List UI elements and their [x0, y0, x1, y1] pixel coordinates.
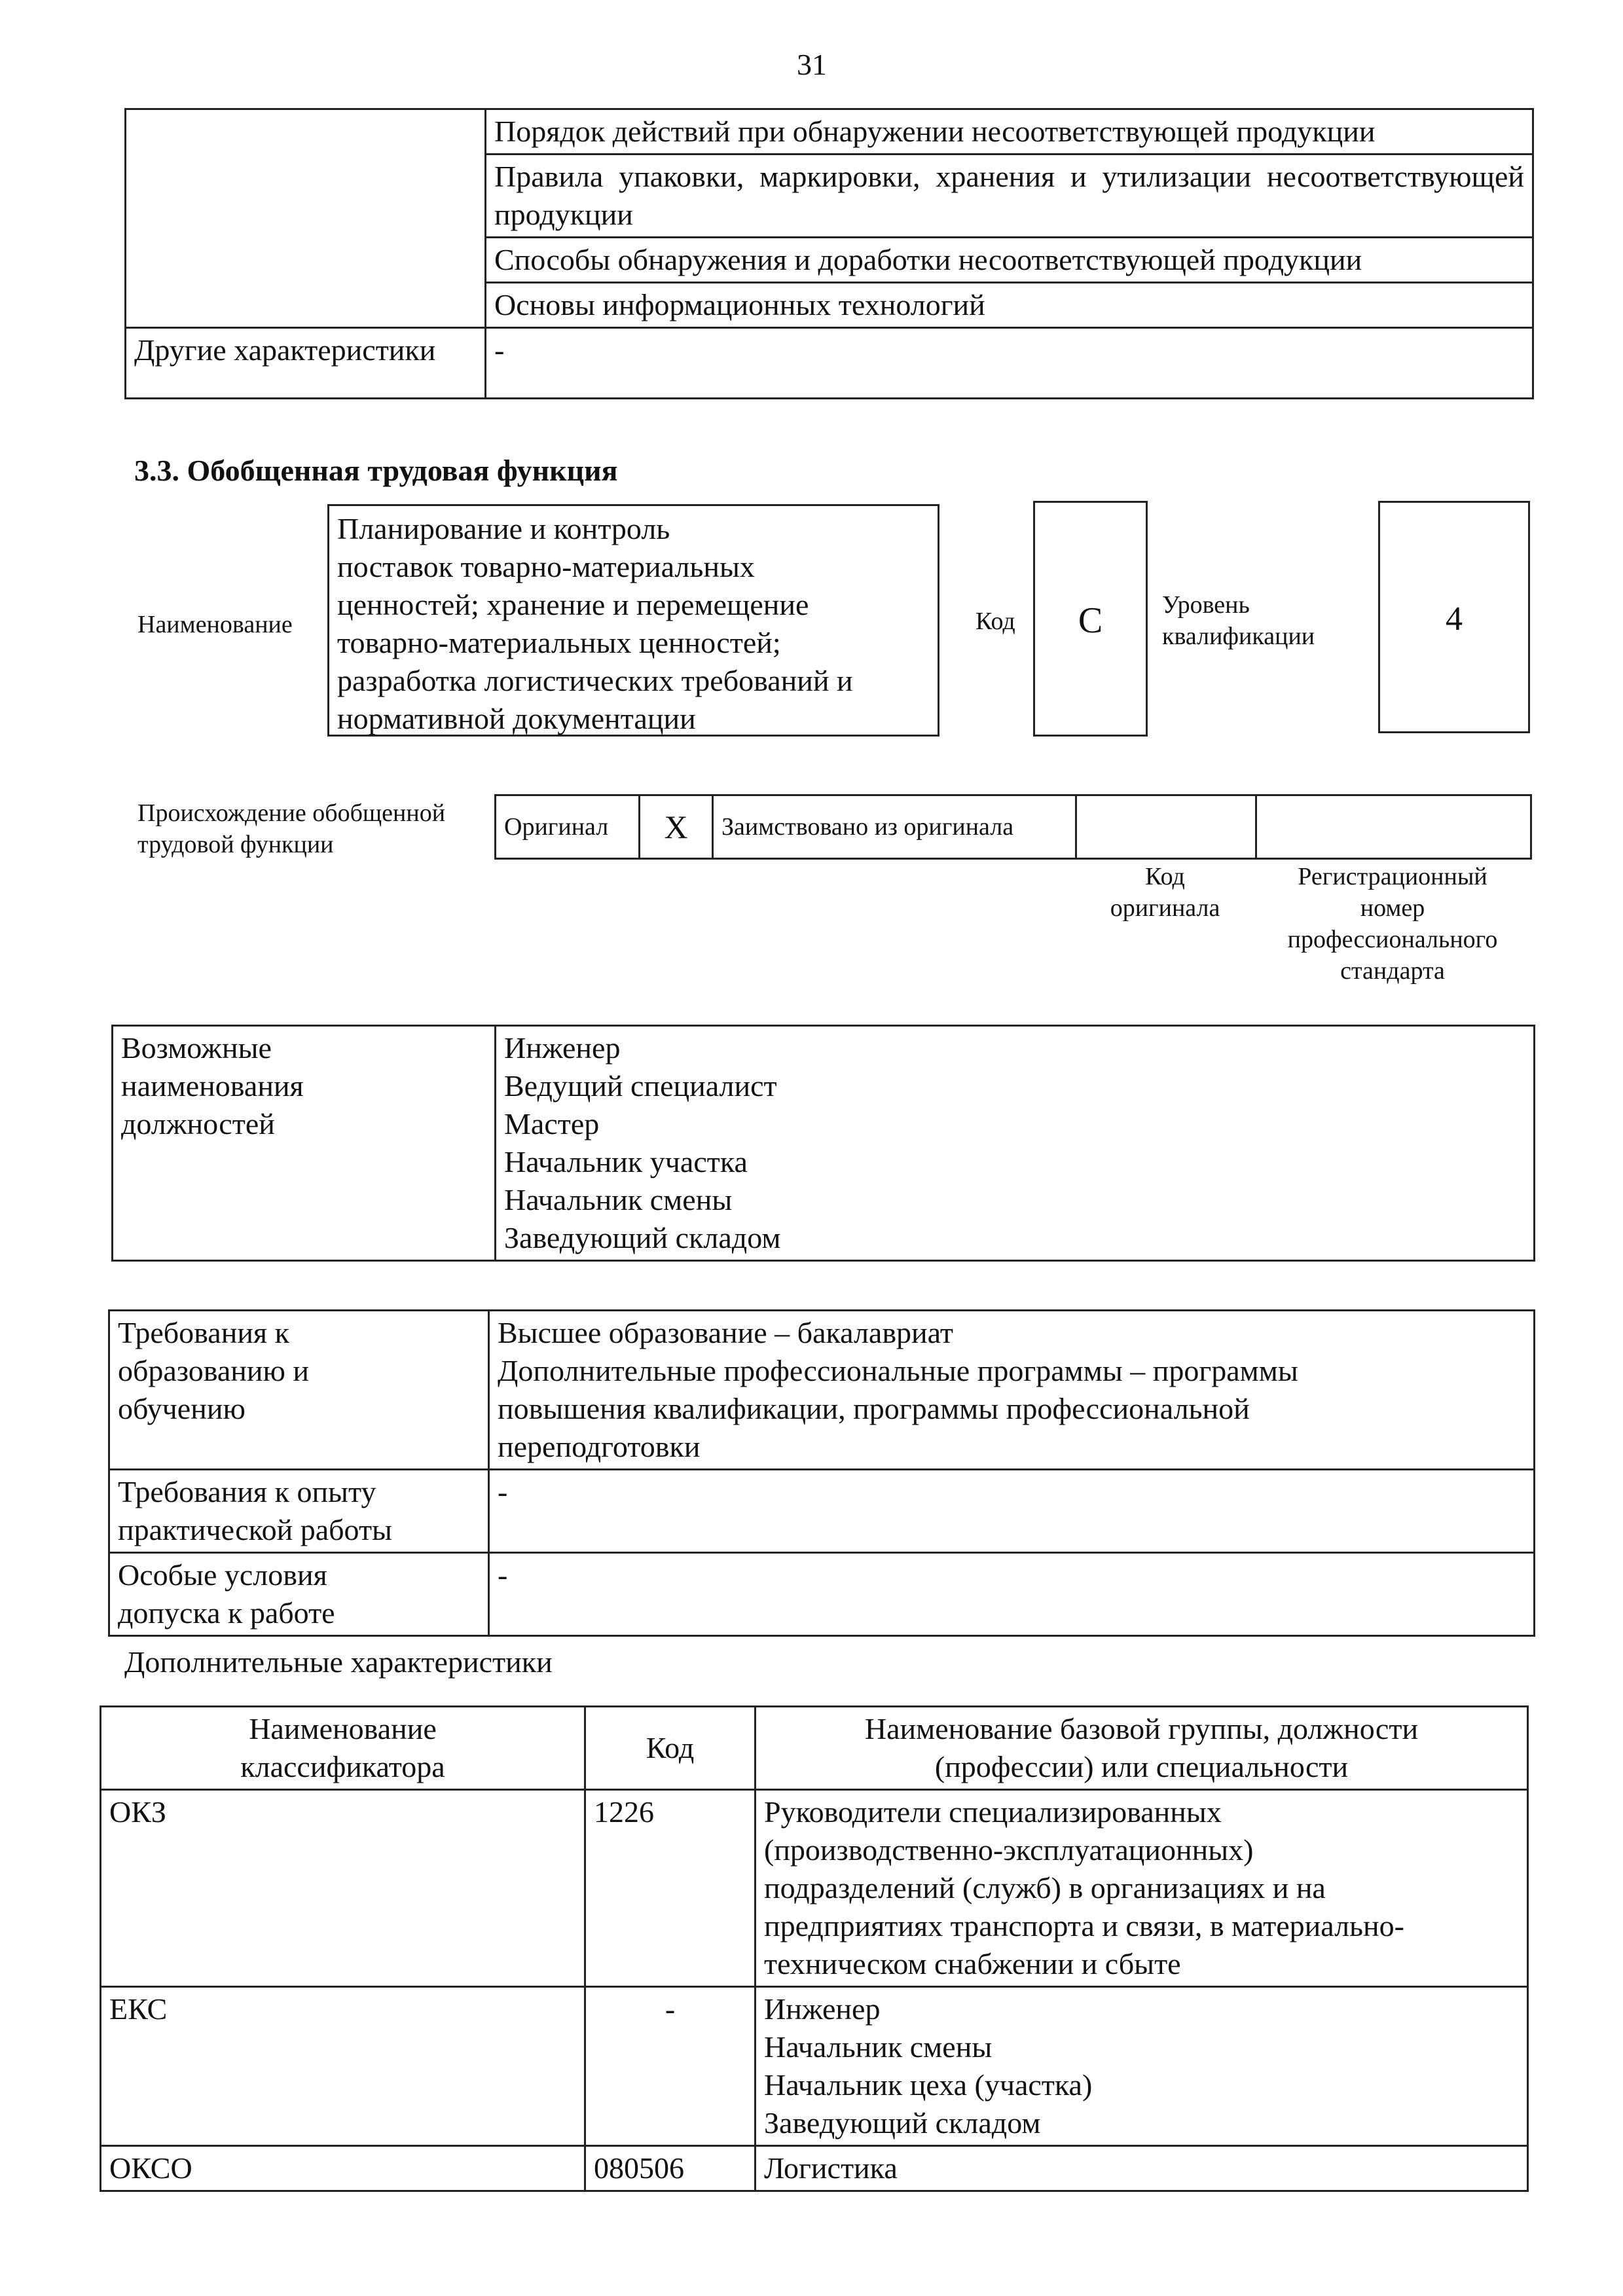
positions-label-line: наименования [121, 1069, 304, 1102]
description-line: предприятиях транспорта и связи, в материально- [764, 1909, 1404, 1942]
function-name-line: разработка логистических требований и [337, 664, 853, 697]
table-row [101, 2146, 1528, 2191]
origin-reg-caption [1255, 861, 1530, 987]
code-cell: 080506 [585, 2146, 756, 2191]
classifier-cell: ОКСО [101, 2146, 585, 2191]
caption-line: Код [1145, 863, 1185, 890]
description-line: Начальник смены [764, 2030, 993, 2064]
education-label [109, 1311, 489, 1470]
level-label [1162, 589, 1315, 652]
education-line: повышения квалификации, программы профессиональной [498, 1392, 1250, 1425]
experience-label [109, 1470, 489, 1553]
education-label-line: Требования к [118, 1316, 289, 1349]
positions-label-line: должностей [121, 1107, 275, 1140]
description-line: Логистика [764, 2151, 898, 2185]
description-cell [756, 1987, 1528, 2146]
experience-label-line: практической работы [118, 1513, 392, 1546]
positions-list [496, 1026, 1535, 1261]
origin-label-line: Происхождение обобщенной [137, 799, 446, 827]
description-line: Инженер [764, 1992, 881, 2026]
description-line: техническом снабжении и сбыте [764, 1947, 1181, 1980]
function-name-line: товарно-материальных ценностей; [337, 626, 781, 659]
education-line: переподготовки [498, 1430, 701, 1463]
section-title: 3.3. Обобщенная трудовая функция [134, 454, 618, 487]
knowledge-item: Основы информационных технологий [486, 283, 1533, 328]
knowledge-item: Порядок действий при обнаружении несоответствующей продукции [486, 109, 1533, 155]
other-characteristics-value: - [486, 328, 1533, 399]
description-line: подразделений (служб) в организациях и на [764, 1871, 1326, 1904]
knowledge-table [124, 108, 1534, 399]
additional-title: Дополнительные характеристики [124, 1645, 553, 1679]
education-label-line: образованию и [118, 1354, 309, 1387]
position-item: Начальник смены [504, 1183, 733, 1216]
origin-original-mark: X [640, 795, 713, 859]
header-code: Код [585, 1707, 756, 1790]
caption-line: профессионального [1287, 926, 1498, 953]
knowledge-item: Способы обнаружения и доработки несоответствующей продукции [486, 238, 1533, 283]
code-cell: 1226 [585, 1790, 756, 1987]
level-value-box: 4 [1378, 501, 1530, 733]
page-number: 31 [797, 48, 827, 81]
position-item: Заведующий складом [504, 1221, 781, 1254]
header-classifier [101, 1707, 585, 1790]
header-line: (профессии) или специальности [934, 1750, 1349, 1783]
origin-borrowed-label: Заимствовано из оригинала [713, 795, 1076, 859]
classifier-cell: ОКЗ [101, 1790, 585, 1987]
function-name-line: Планирование и контроль [337, 512, 670, 545]
caption-line: номер [1360, 894, 1425, 922]
education-value [489, 1311, 1535, 1470]
description-cell [756, 2146, 1528, 2191]
description-line: (производственно-эксплуатационных) [764, 1833, 1254, 1867]
knowledge-item: Правила упаковки, маркировки, хранения и утилизации несоответствующей продукции [486, 155, 1533, 238]
special-label-line: Особые условия [118, 1558, 327, 1592]
caption-line: оригинала [1110, 894, 1220, 922]
special-conditions-label [109, 1553, 489, 1636]
experience-value: - [489, 1470, 1535, 1553]
other-characteristics-label: Другие характеристики [126, 328, 486, 399]
caption-line: Регистрационный [1298, 863, 1487, 890]
header-line: классификатора [240, 1750, 445, 1783]
function-name-line: нормативной документации [337, 702, 696, 735]
function-name-line: поставок товарно-материальных [337, 550, 755, 583]
position-item: Начальник участка [504, 1145, 748, 1178]
origin-code-caption [1075, 861, 1255, 924]
code-label: Код [976, 608, 1015, 635]
knowledge-label-cell [126, 109, 486, 328]
function-name-box [327, 504, 939, 737]
name-label: Наименование [137, 611, 293, 638]
positions-table [111, 1025, 1535, 1262]
education-label-line: обучению [118, 1392, 246, 1425]
special-conditions-value: - [489, 1553, 1535, 1636]
level-label-line: Уровень [1162, 591, 1250, 619]
classifier-cell: ЕКС [101, 1987, 585, 2146]
code-value-box: C [1033, 501, 1148, 737]
origin-label [137, 797, 445, 860]
function-name-line: ценностей; хранение и перемещение [337, 588, 809, 621]
level-label-line: квалификации [1162, 623, 1315, 650]
special-label-line: допуска к работе [118, 1596, 335, 1630]
positions-label [113, 1026, 496, 1261]
positions-label-line: Возможные [121, 1031, 272, 1065]
description-cell [756, 1790, 1528, 1987]
table-row [101, 1987, 1528, 2146]
requirements-table [108, 1309, 1535, 1637]
description-line: Руководители специализированных [764, 1795, 1222, 1829]
description-line: Начальник цеха (участка) [764, 2068, 1093, 2102]
education-line: Дополнительные профессиональные программы – программы [498, 1354, 1298, 1387]
experience-label-line: Требования к опыту [118, 1475, 376, 1508]
origin-label-line: трудовой функции [137, 831, 334, 858]
table-row [101, 1790, 1528, 1987]
caption-line: стандарта [1340, 957, 1445, 985]
header-line: Наименование [249, 1712, 437, 1745]
code-cell: - [585, 1987, 756, 2146]
description-line: Заведующий складом [764, 2106, 1041, 2140]
header-name [756, 1707, 1528, 1790]
origin-original-label: Оригинал [496, 795, 640, 859]
origin-reg-cell [1256, 795, 1531, 859]
origin-table [494, 794, 1532, 860]
origin-code-cell [1076, 795, 1256, 859]
header-line: Наименование базовой группы, должности [864, 1712, 1419, 1745]
education-line: Высшее образование – бакалавриат [498, 1316, 953, 1349]
additional-table [100, 1705, 1529, 2192]
position-item: Инженер [504, 1031, 621, 1065]
position-item: Ведущий специалист [504, 1069, 777, 1102]
position-item: Мастер [504, 1107, 600, 1140]
